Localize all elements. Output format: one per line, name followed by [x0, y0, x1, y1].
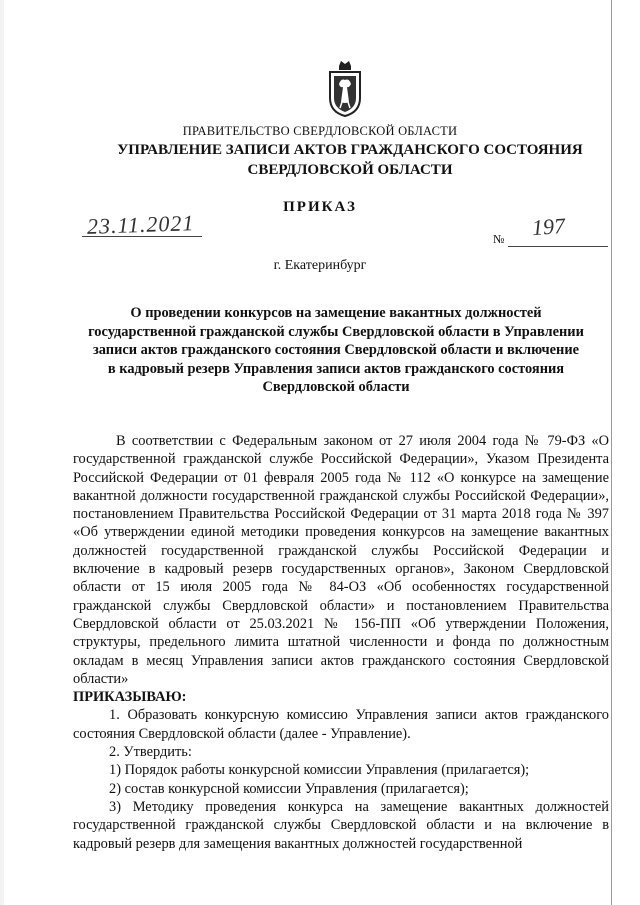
coat-of-arms-icon: [327, 58, 363, 118]
organization-name: [60, 140, 640, 180]
order-subitem: 3) Методику проведения конкурса на замещение вакантных должностей государственной гражданской службы Свердловской области и на включение в кадровый резерв для замещения вакантных должностей государственной: [73, 798, 609, 852]
handwritten-number: 197: [531, 212, 566, 241]
subject-line: О проведении конкурсов на замещение вакантных должностей: [130, 305, 542, 321]
document-subject: [68, 304, 604, 397]
government-name: ПРАВИТЕЛЬСТВО СВЕРДЛОВСКОЙ ОБЛАСТИ: [182, 124, 458, 138]
organization-name-line: УПРАВЛЕНИЕ ЗАПИСИ АКТОВ ГРАЖДАНСКОГО СОСТОЯНИЯ: [117, 142, 583, 158]
organization-name-line: СВЕРДЛОВСКОЙ ОБЛАСТИ: [247, 162, 453, 178]
preamble-paragraph: В соответствии с Федеральным законом от 27 июля 2004 года № 79-ФЗ «О государственной гражданской службе Российской Федерации», Указом Президента Российской Федерации от 01 февраля 2005 года № 112 «О конкурсе на замещение вакантной должности государственной гражданской службы Российской Федерации», постановлением Правительства Российской Федерации от 31 марта 2018 года № 397 «Об утверждении единой методики проведения конкурсов на замещение вакантных должностей государственной гражданской службы Российской Федерации и включение в кадровый резерв государственных органов», Законом Свердловской области от 15 июля 2005 года № 84-ОЗ «Об особенностях государственной гражданской службы Свердловской области» и постановлением Правительства Свердловской области от 25.03.2021 № 156-ПП «Об утверждении Положения, структуры, предельного лимита штатной численности и фонда по должностным окладам в месяц Управления записи актов гражданского состояния Свердловской области»: [73, 433, 609, 687]
handwritten-date: 23.11.2021: [86, 210, 195, 239]
order-subitem: 1) Порядок работы конкурсной комиссии Управления (прилагается);: [109, 762, 530, 779]
city: г. Екатеринбург: [273, 258, 367, 273]
document-type: ПРИКАЗ: [283, 199, 357, 215]
order-item: 1. Образовать конкурсную комиссию Управления записи актов гражданского состояния Свердловской области (далее - Управление).: [73, 707, 609, 742]
subject-line: Свердловской области: [262, 379, 410, 395]
order-item: 2. Утвердить:: [109, 744, 192, 761]
order-subitem: 2) состав конкурсной комиссии Управления (прилагается);: [109, 780, 469, 797]
order-word: ПРИКАЗЫВАЮ:: [73, 689, 187, 706]
subject-line: записи актов гражданского состояния Свердловской области и включение: [93, 342, 579, 358]
subject-line: государственной гражданской службы Свердловской области в Управлении: [88, 323, 584, 340]
date-underline: [82, 236, 202, 237]
number-underline: [508, 246, 608, 247]
document-body: [73, 432, 609, 853]
subject-line: в кадровый резерв Управления записи актов гражданского состояния: [107, 360, 565, 377]
number-label: №: [493, 232, 505, 246]
